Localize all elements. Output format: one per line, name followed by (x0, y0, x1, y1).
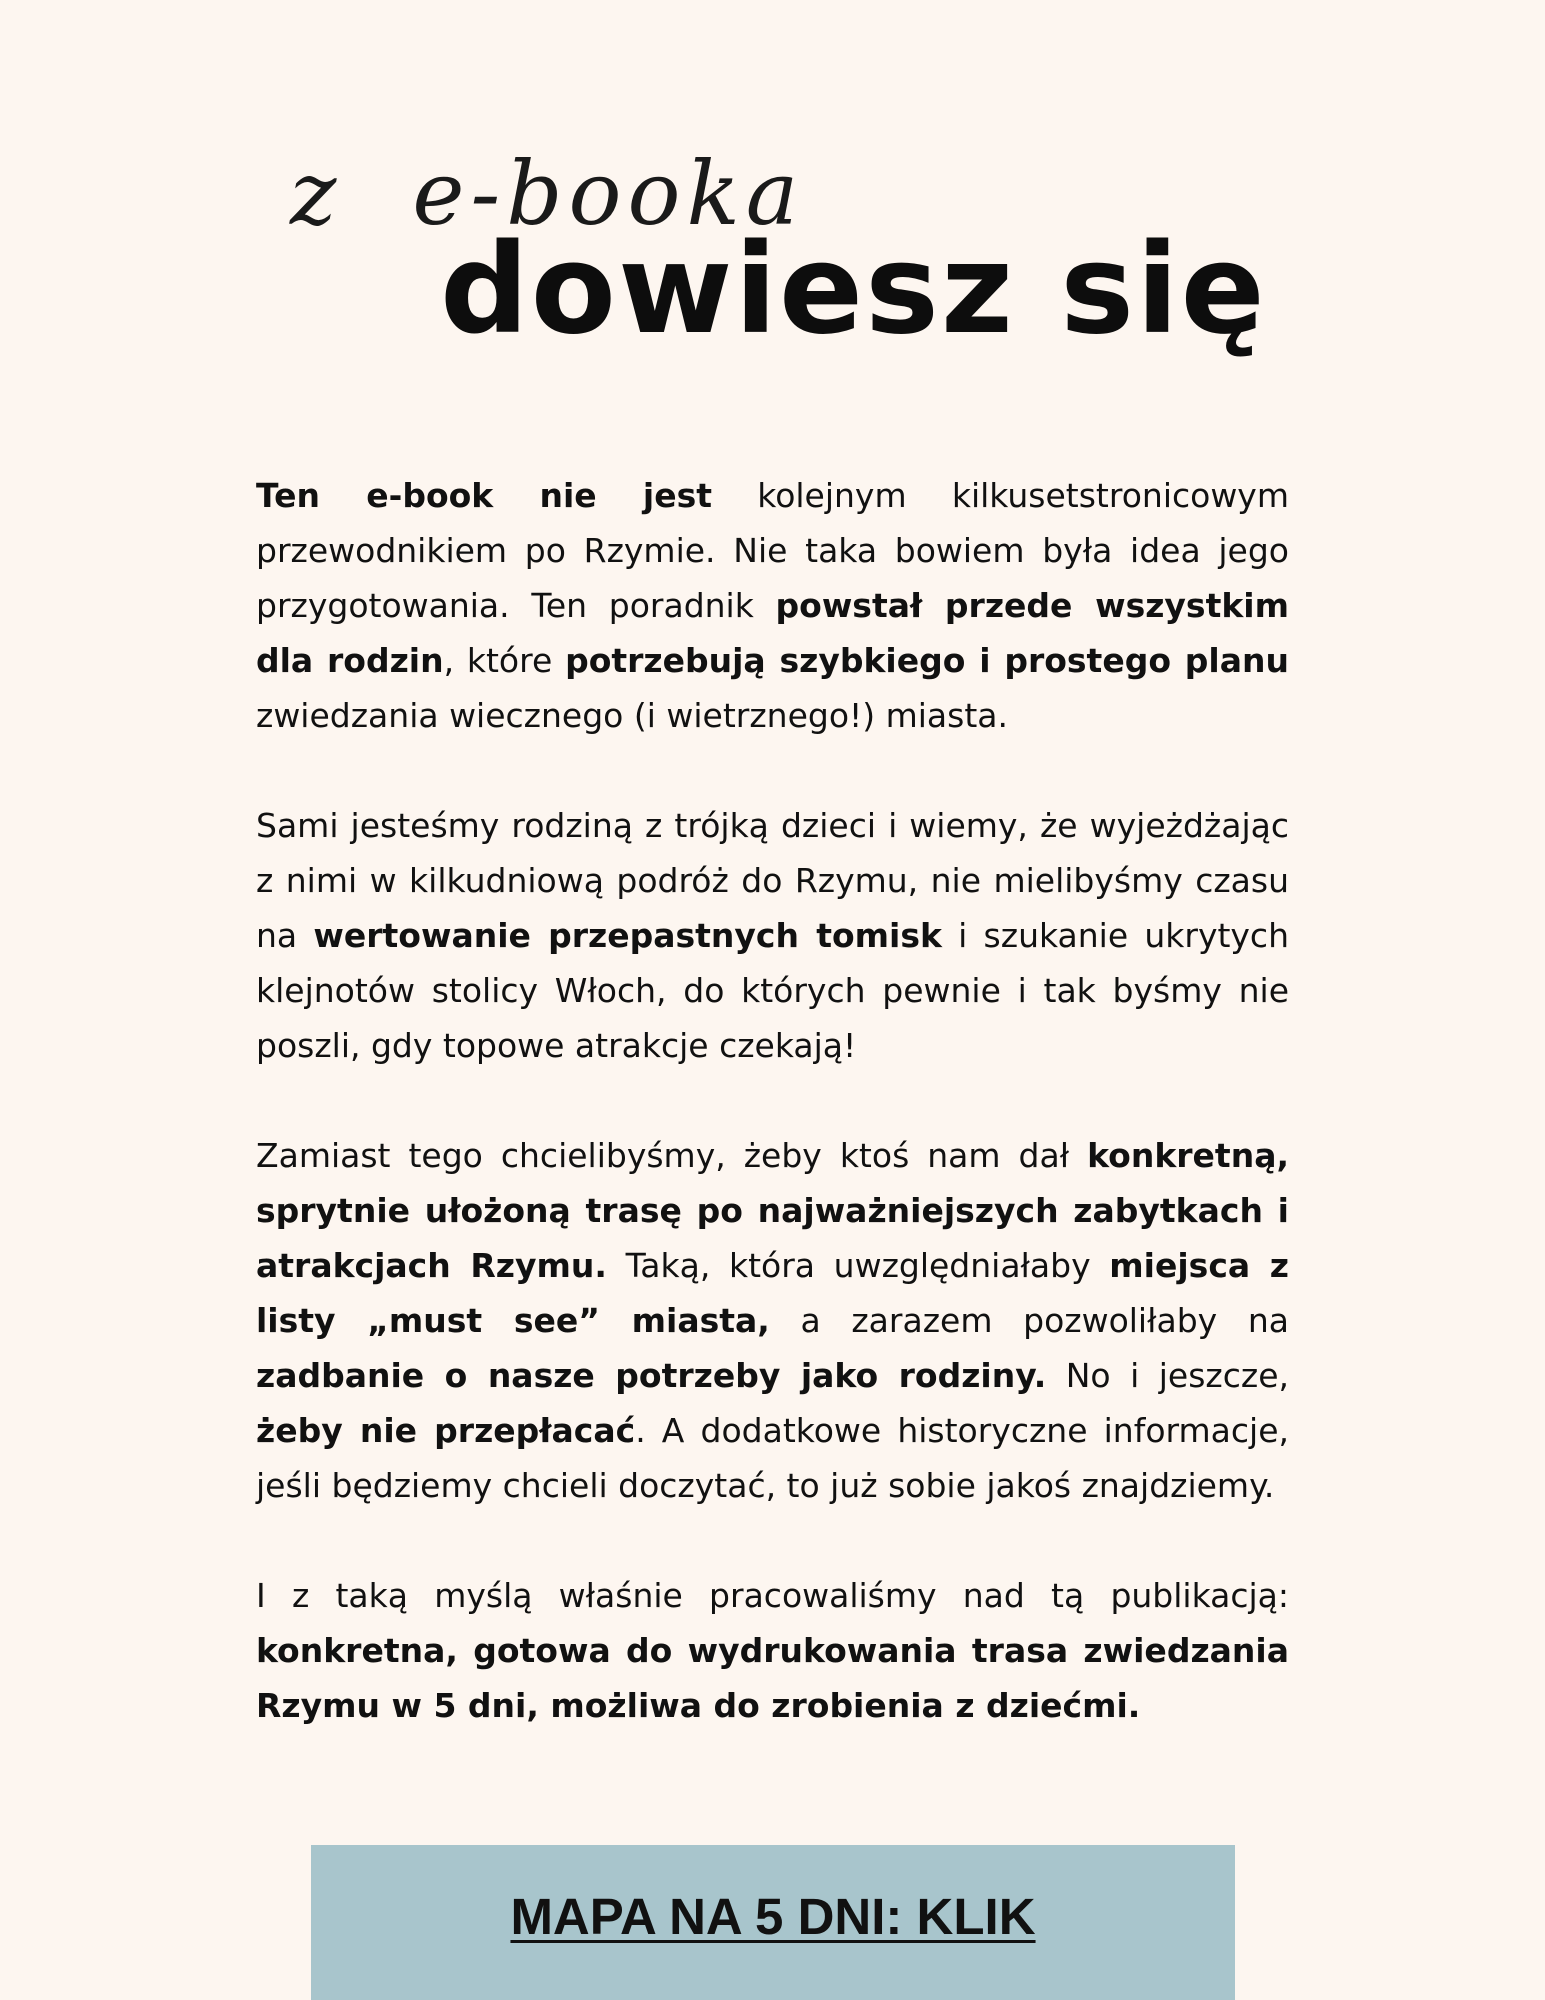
map-cta-banner[interactable] (311, 1845, 1235, 2000)
text-segment: a zarazem pozwoliłaby na (769, 1301, 1289, 1340)
text-segment: Taką, która uwzględniałaby (606, 1246, 1110, 1285)
text-segment: . A dodatkowe historyczne informacje, jeśli będziemy chcieli doczytać, to już sobie jakoś znajdziemy. (256, 1411, 1289, 1505)
text-segment: I z taką myślą właśnie pracowaliśmy nad tą publikacją: (256, 1576, 1289, 1615)
text-segment: Zamiast tego chcielibyśmy, żeby ktoś nam dał (256, 1136, 1088, 1175)
text-segment: potrzebują szybkiego i prostego planu (565, 641, 1289, 680)
text-segment: żeby nie przepłacać (256, 1411, 636, 1450)
text-segment: i szukanie ukrytych klejnotów stolicy Włoch, do których pewnie i tak byśmy nie poszli, gdy topowe atrakcje czekają! (256, 916, 1289, 1065)
paragraph-family (256, 798, 1289, 1073)
text-segment: zadbanie o nasze potrzeby jako rodziny. (256, 1356, 1047, 1395)
text-segment: wertowanie przepastnych tomisk (313, 916, 942, 955)
text-segment: Ten e-book nie jest (256, 476, 713, 515)
text-segment: kolejnym kilkusetstronicowym przewodnikiem po Rzymie. Nie taka bowiem była idea jego przygotowania. Ten poradnik (256, 476, 1289, 625)
body-text (256, 468, 1289, 1788)
script-word-ebooka: e-booka (412, 142, 805, 245)
text-segment: No i jeszcze, (1046, 1356, 1289, 1395)
text-segment: , które (443, 641, 566, 680)
paragraph-intro (256, 468, 1289, 743)
map-link[interactable]: MAPA NA 5 DNI: KLIK (510, 1888, 1036, 1945)
paragraph-instead (256, 1128, 1289, 1513)
text-segment: powstał przede wszystkim dla rodzin (256, 586, 1289, 680)
text-segment: Sami jesteśmy rodziną z trójką dzieci i wiemy, że wyjeżdżając z nimi w kilkudniową podróż do Rzymu, nie mielibyśmy czasu na (256, 806, 1289, 955)
text-segment: miejsca z listy „must see” miasta, (256, 1246, 1290, 1340)
text-segment: konkretną, sprytnie ułożoną trasę po najważniejszych zabytkach i atrakcjach Rzymu. (256, 1136, 1289, 1285)
paragraph-summary (256, 1568, 1289, 1733)
text-segment: zwiedzania wiecznego (i wietrznego!) miasta. (256, 696, 1008, 735)
script-word-z: z (290, 142, 343, 245)
page-title: dowiesz się (440, 218, 1267, 362)
text-segment: konkretna, gotowa do wydrukowania trasa zwiedzania Rzymu w 5 dni, możliwa do zrobienia z dziećmi. (256, 1631, 1289, 1725)
